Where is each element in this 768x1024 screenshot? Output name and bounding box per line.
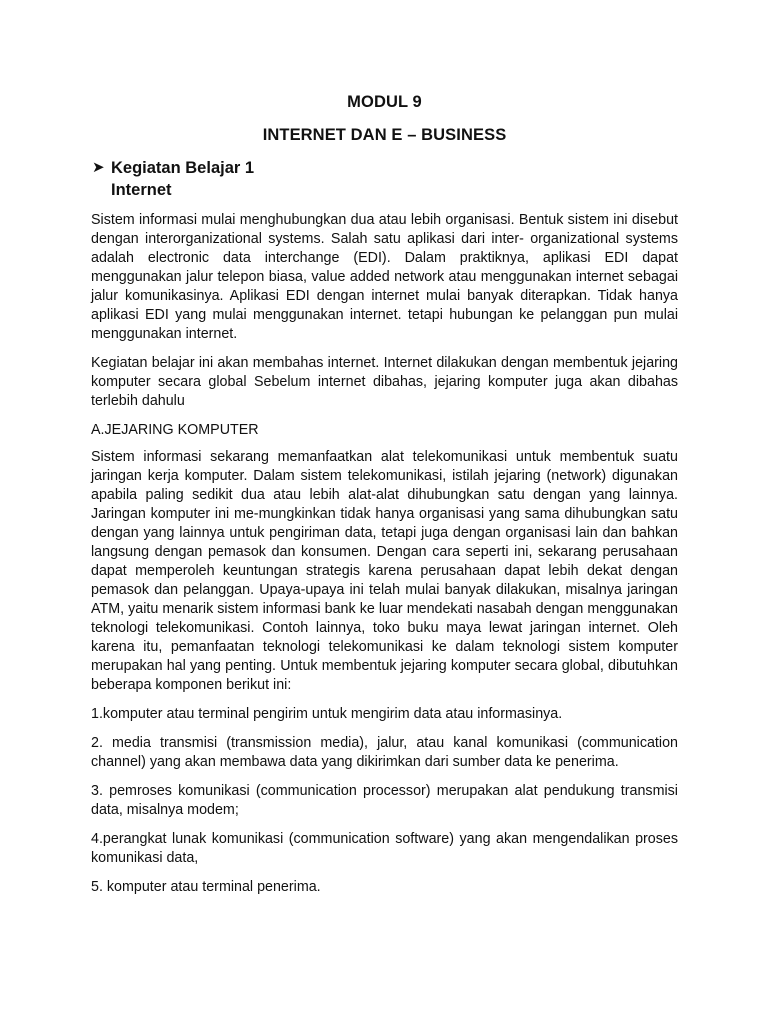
- subsection-heading: A.JEJARING KOMPUTER: [91, 422, 259, 438]
- intro-paragraph: Sistem informasi mulai menghubungkan dua atau lebih organisasi. Bentuk sistem ini disebut dengan interorganizational systems. Salah satu aplikasi dari inter- organizational systems adalah electronic data interchange (EDI). Dalam praktiknya, aplikasi EDI dapat menggunakan jalur telepon biasa, value added network atau menggunakan internet sebagai jalur komunikasinya. Aplikasi EDI dengan internet mulai banyak diterapkan. Tidak hanya aplikasi EDI yang mulai menggunakan internet. tetapi hubungan ke pelanggan pun mulai menggunakan internet.: [91, 212, 678, 342]
- arrow-bullet-icon: ➤: [92, 159, 105, 176]
- section-heading-line2: Internet: [111, 181, 172, 199]
- module-subtitle: INTERNET DAN E – BUSINESS: [262, 126, 507, 144]
- overview-paragraph: Kegiatan belajar ini akan membahas internet. Internet dilakukan dengan membentuk jejaring komputer secara global Sebelum internet dibahas, jejaring komputer juga akan dibahas terlebih dahulu: [91, 355, 678, 409]
- list-item: 1.komputer atau terminal pengirim untuk mengirim data atau informasinya.: [91, 706, 563, 722]
- document-content: [91, 92, 678, 907]
- list-item: 3. pemroses komunikasi (communication processor) merupakan alat pendukung transmisi data, misalnya modem;: [91, 783, 678, 818]
- list-item: 5. komputer atau terminal penerima.: [91, 879, 321, 895]
- section-heading: [91, 157, 678, 201]
- module-title: MODUL 9: [347, 93, 422, 111]
- list-item: 2. media transmisi (transmission media), jalur, atau kanal komunikasi (communication channel) yang akan membawa data yang dikirimkan dari sumber data ke penerima.: [91, 735, 678, 770]
- list-item: 4.perangkat lunak komunikasi (communication software) yang akan mengendalikan proses komunikasi data,: [91, 831, 678, 866]
- section-heading-line1: Kegiatan Belajar 1: [111, 159, 255, 177]
- network-paragraph: Sistem informasi sekarang memanfaatkan alat telekomunikasi untuk membentuk suatu jaringan kerja komputer. Dalam sistem telekomunikasi, istilah jejaring (network) digunakan apabila paling sedikit dua atau lebih alat-alat dihubungkan satu dengan yang lainnya. Jaringan komputer ini me-mungkinkan tidak hanya organisasi yang sama dihubungkan satu dengan yang lainnya untuk pengiriman data, tetapi juga dengan organisasi lain dan bahkan langsung dengan pemasok dan konsumen. Dengan cara seperti ini, sekarang perusahaan dapat memperoleh keuntungan strategis karena perusahaan dapat lebih dekat dengan pemasok dan pelanggan. Upaya-upaya ini telah mulai banyak dilakukan, misalnya jaringan ATM, yaitu menarik sistem informasi bank ke luar mendekati nasabah dengan menggunakan teknologi telekomunikasi. Contoh lainnya, toko buku maya lewat jaringan internet. Oleh karena itu, pemanfaatan teknologi telekomunikasi ke dalam teknologi sistem komputer merupakan hal yang penting. Untuk membentuk jejaring komputer secara global, dibutuhkan beberapa komponen berikut ini:: [91, 449, 678, 693]
